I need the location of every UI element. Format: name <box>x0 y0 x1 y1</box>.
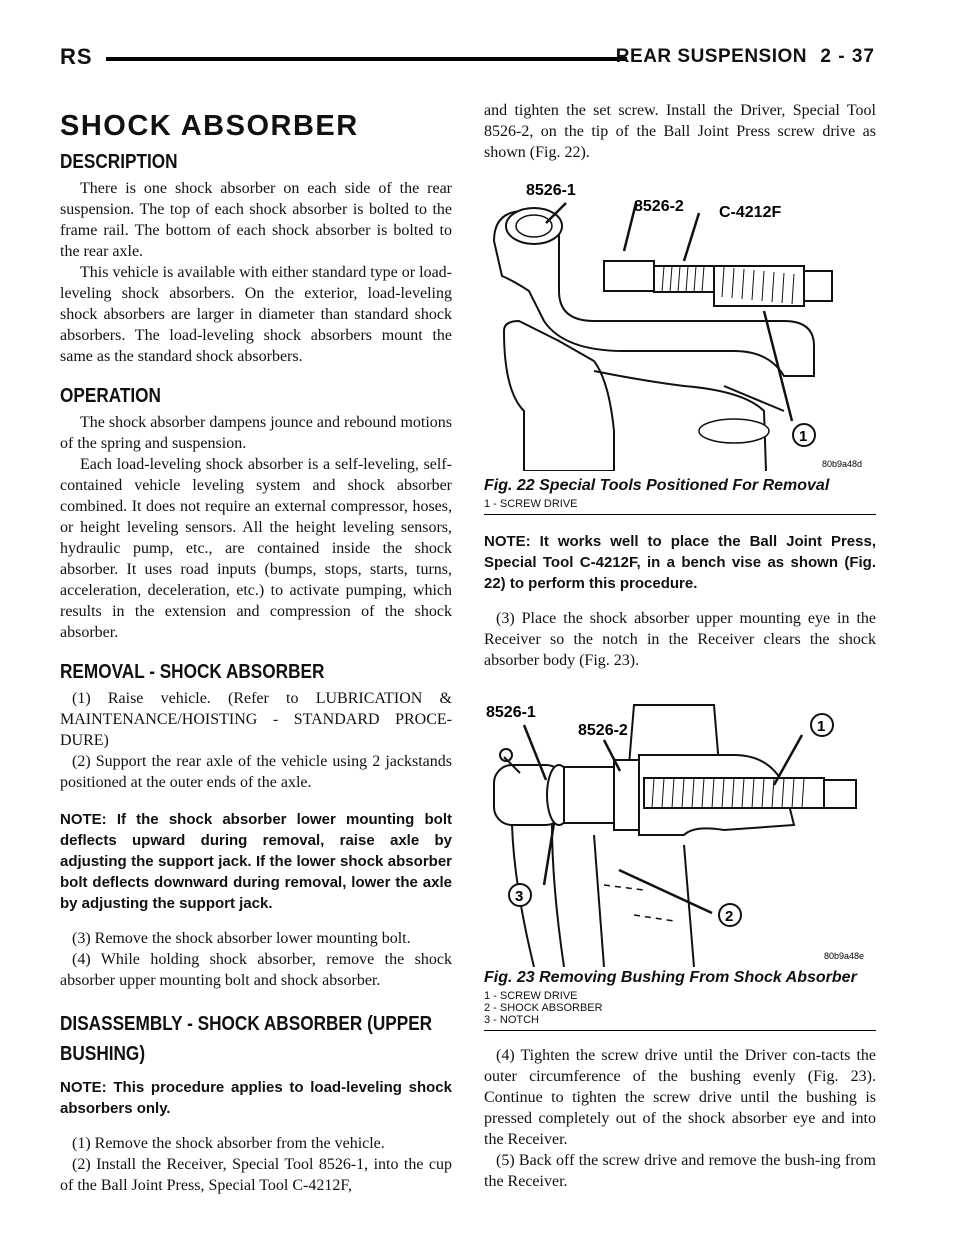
operation-heading: OPERATION <box>60 385 161 407</box>
figure-23-legend-item: 1 - SCREW DRIVE <box>484 990 578 1002</box>
disassembly-step-2: (2) Install the Receiver, Special Tool 8526-1, into the cup of the Ball Joint Press, Special Tool C-4212F, <box>60 1156 452 1194</box>
figure-22-legend <box>484 498 876 510</box>
page-number: 2 - 37 <box>820 46 875 67</box>
removal-heading: REMOVAL - SHOCK ABSORBER <box>60 661 325 683</box>
callout-1: 1 <box>799 428 808 445</box>
disassembly-step-1: (1) Remove the shock absorber from the vehicle. <box>72 1135 385 1152</box>
figure-22-code: 80b9a48d <box>822 459 863 469</box>
callout-3: 3 <box>515 888 524 905</box>
figure-23-code: 80b9a48e <box>824 951 865 961</box>
callout-c-4212f: C-4212F <box>719 204 782 221</box>
disassembly-note: NOTE: This procedure applies to load-leveling shock absorbers only. <box>60 1079 452 1117</box>
figure-23-legend-item: 2 - SHOCK ABSORBER <box>484 1002 603 1014</box>
section-title: REAR SUSPENSION <box>615 46 807 67</box>
removal-step-4: (4) While holding shock absorber, remove the shock absorber upper mounting bolt and shock absorber. <box>60 951 452 989</box>
disassembly-step-3: (3) Place the shock absorber upper mounting eye in the Receiver so the notch in the Receiver clears the shock absorber body (Fig. 23). <box>484 610 876 669</box>
disassembly-heading: DISASSEMBLY - SHOCK ABSORBER (UPPER BUSHING) <box>60 1013 433 1065</box>
page-header <box>60 44 875 74</box>
removal-step-1: (1) Raise vehicle. (Refer to LUBRICATION & MAINTENANCE/HOISTING - STANDARD PROCE-DURE) <box>60 690 452 749</box>
figure-23 <box>484 685 876 1031</box>
removal-step-3: (3) Remove the shock absorber lower mounting bolt. <box>72 930 411 947</box>
model-code: RS <box>60 44 93 69</box>
disassembly-step-4: (4) Tighten the screw drive until the Driver con-tacts the outer circumference of the bushing evenly (Fig. 23). Continue to tighten the screw drive until the bushing is pressed completely out of the shock absorber eye and into the Receiver. <box>484 1047 876 1148</box>
callout-8526-2: 8526-2 <box>578 722 628 739</box>
figure-22 <box>484 171 876 515</box>
figure-23-caption: Fig. 23 Removing Bushing From Shock Absorber <box>484 969 857 986</box>
removal-note: NOTE: If the shock absorber lower mounting bolt deflects upward during removal, raise axle by adjusting the support jack. If the lower shock absorber bolt deflects downward during removal, lower the axle by adjusting the support jack. <box>60 811 452 912</box>
figure-22-caption: Fig. 22 Special Tools Positioned For Removal <box>484 477 830 494</box>
callout-8526-1: 8526-1 <box>486 704 536 721</box>
figure-23-legend-item: 3 - NOTCH <box>484 1014 539 1026</box>
right-column <box>484 100 876 1192</box>
callout-1: 1 <box>817 718 826 735</box>
operation-paragraph-1: The shock absorber dampens jounce and rebound motions of the spring and suspension. <box>60 414 452 452</box>
disassembly-step-2-continued: and tighten the set screw. Install the Driver, Special Tool 8526-2, on the tip of the Ball Joint Press screw drive as shown (Fig. 22). <box>484 102 876 161</box>
figure-22-rule <box>484 514 876 515</box>
callout-8526-2: 8526-2 <box>634 198 684 215</box>
figure-23-illustration <box>484 685 876 967</box>
callout-8526-1: 8526-1 <box>526 182 576 199</box>
page-title: SHOCK ABSORBER <box>60 110 359 142</box>
figure-23-rule <box>484 1030 876 1031</box>
figure-22-illustration <box>484 171 876 471</box>
disassembly-note-2: NOTE: It works well to place the Ball Joint Press, Special Tool C-4212F, in a bench vise as shown (Fig. 22) to perform this procedure. <box>484 533 876 592</box>
description-heading: DESCRIPTION <box>60 151 178 173</box>
figure-22-legend-item: 1 - SCREW DRIVE <box>484 498 578 510</box>
removal-step-2: (2) Support the rear axle of the vehicle using 2 jackstands positioned at the outer ends of the axle. <box>60 753 452 791</box>
callout-2: 2 <box>725 908 734 925</box>
left-column <box>60 100 452 1196</box>
description-paragraph-2: This vehicle is available with either standard type or load-leveling shock absorbers. On the exterior, load-leveling shock absorbers are larger in diameter than standard shock absorbers. The load-leveling shock absorbers mount the same as the standard shock absorbers. <box>60 264 452 365</box>
operation-paragraph-2: Each load-leveling shock absorber is a self-leveling, self-contained vehicle leveling system and shock absorber combined. It does not require an external compressor, hoses, or height leveling sensors. All the height leveling sensors, hydraulic pump, etc., are contained inside the shock absorber. It uses road inputs (bumps, stops, starts, turns, acceleration, deceleration, etc.) to activate pumping, which results in the extension and compression of the shock absorber. <box>60 456 452 641</box>
header-rule <box>106 57 627 61</box>
disassembly-step-5: (5) Back off the screw drive and remove the bush-ing from the Receiver. <box>484 1152 876 1190</box>
figure-23-legend <box>484 990 876 1026</box>
description-paragraph-1: There is one shock absorber on each side of the rear suspension. The top of each shock absorber is bolted to the frame rail. The bottom of each shock absorber is bolted to the rear axle. <box>60 180 452 260</box>
